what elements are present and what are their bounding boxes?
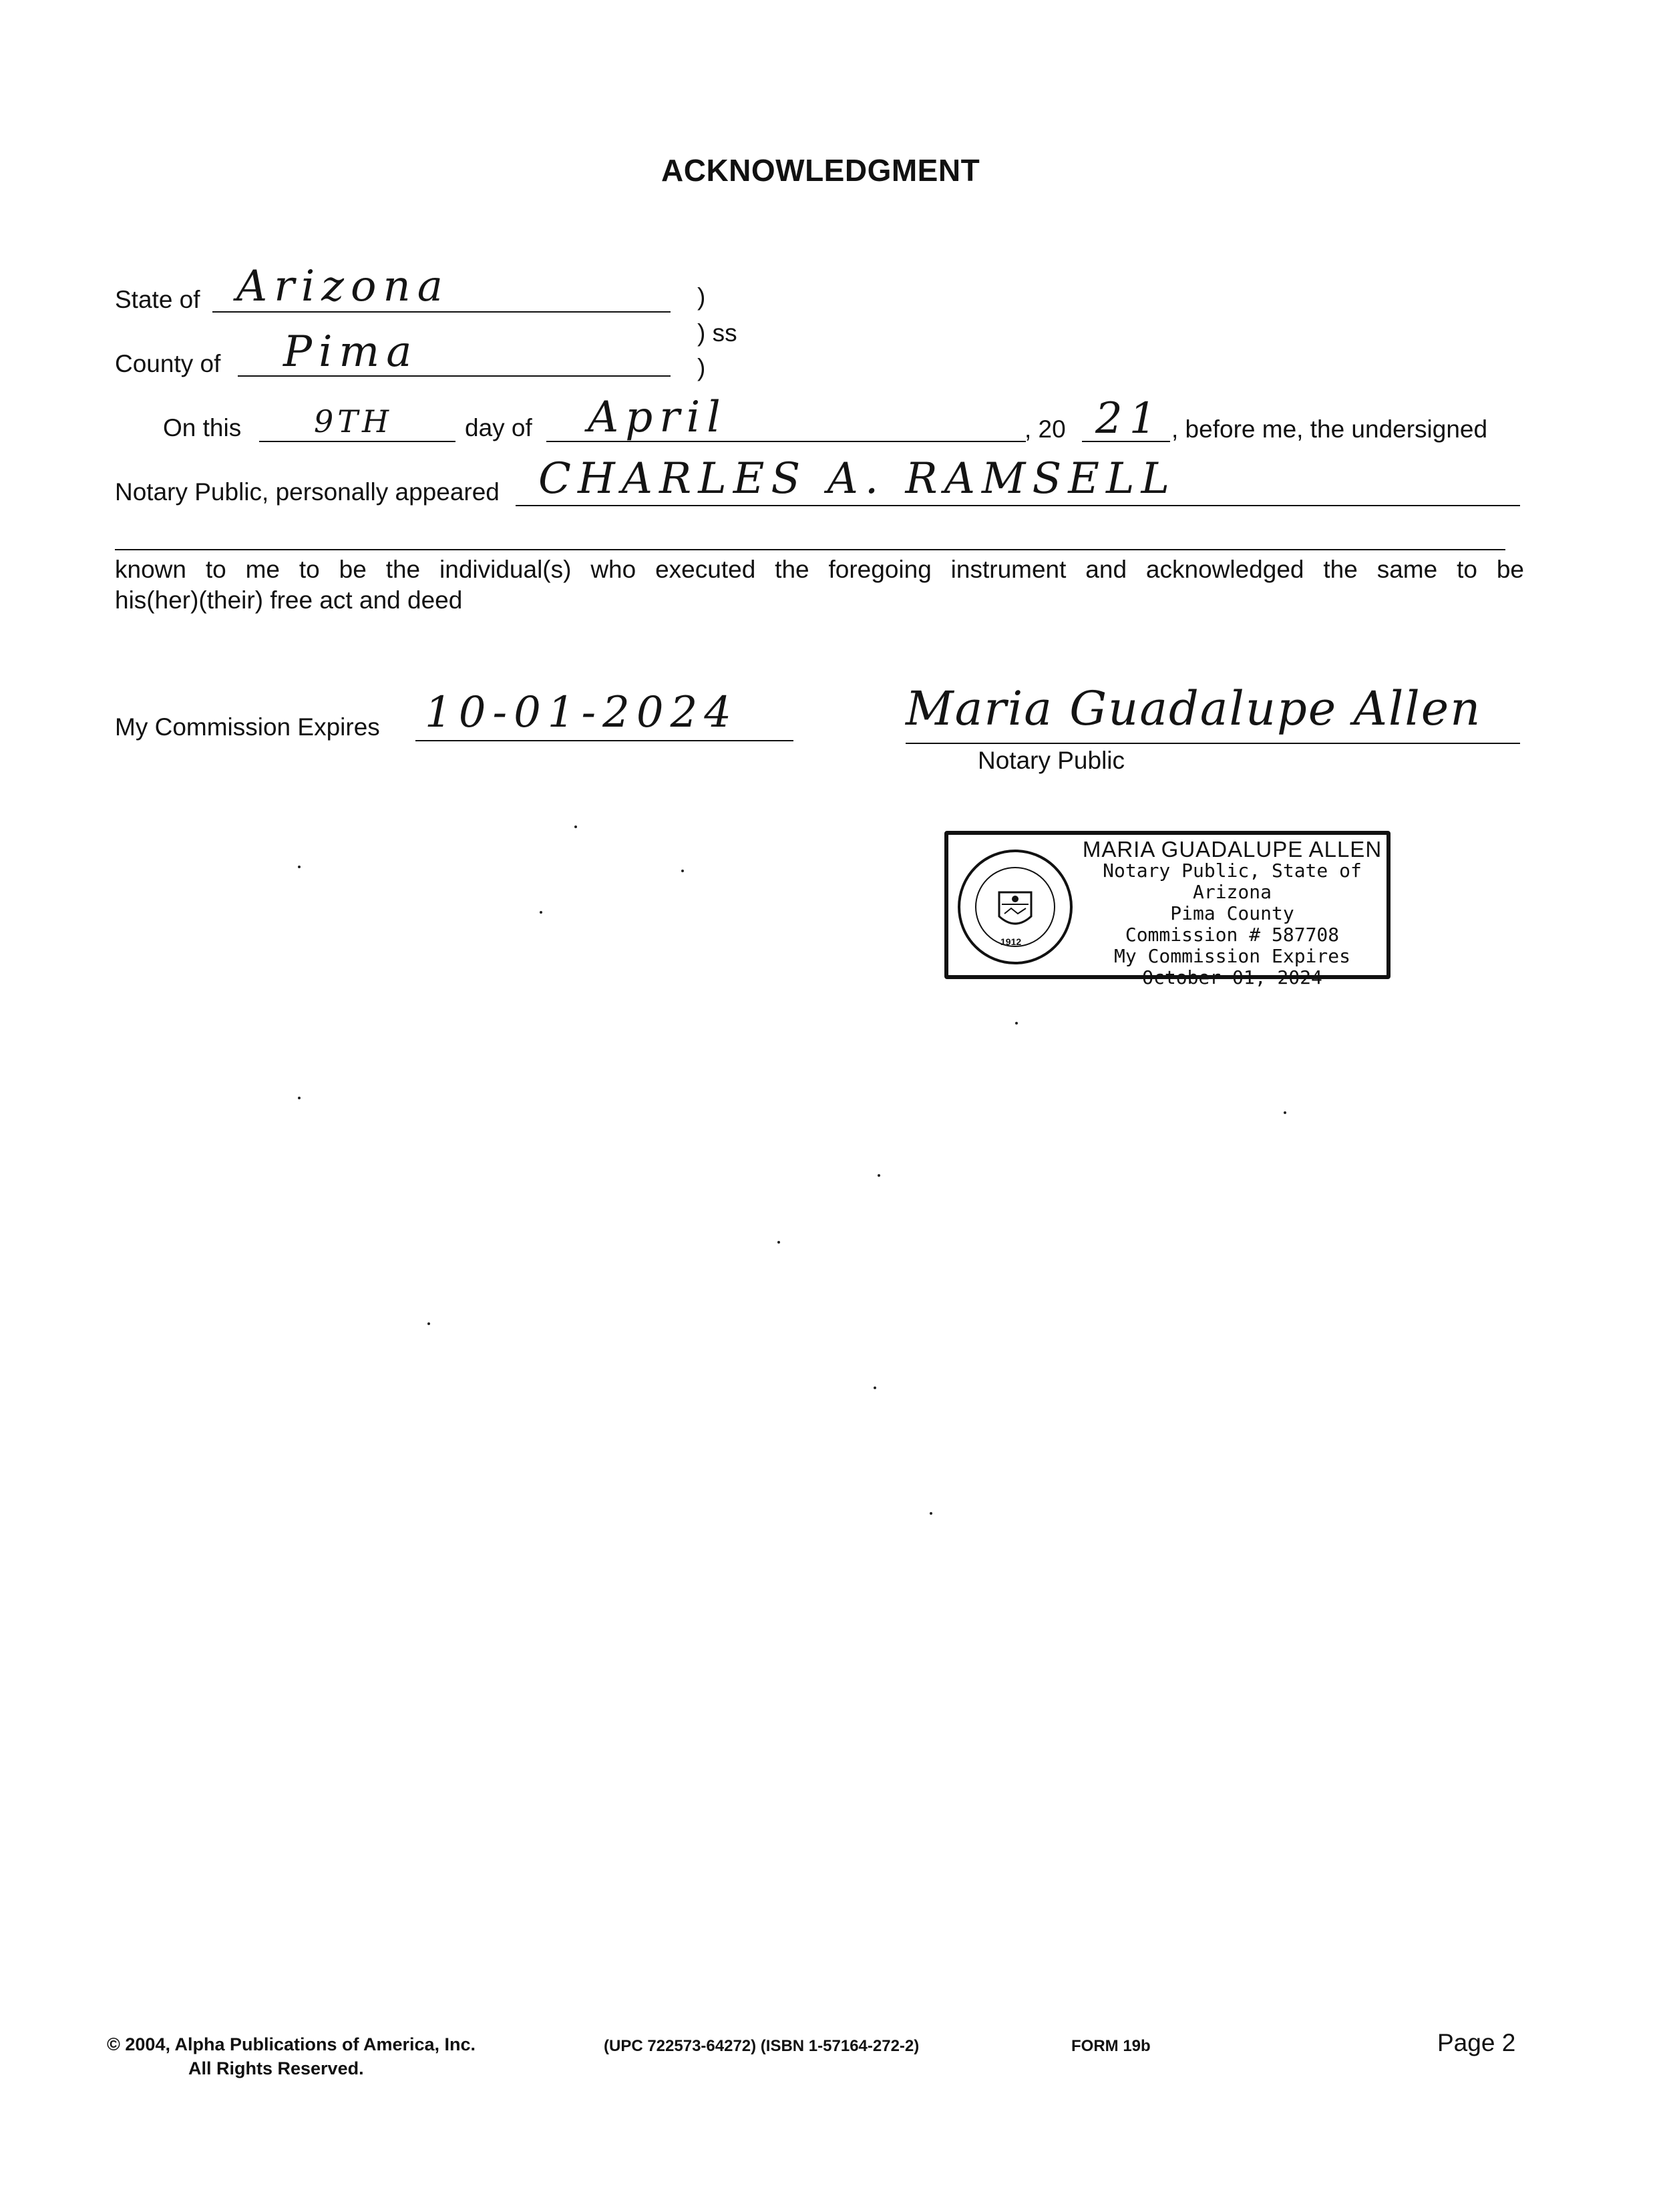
paren-bottom: ) bbox=[697, 354, 706, 381]
footer-codes: (UPC 722573-64272) (ISBN 1-57164-272-2) bbox=[604, 2037, 920, 2055]
stamp-line-4: My Commission Expires bbox=[1113, 945, 1350, 967]
person-underline bbox=[516, 505, 1520, 506]
footer-form: FORM 19b bbox=[1071, 2037, 1151, 2055]
day-handwritten: 9TH bbox=[314, 403, 393, 439]
known-text-line1: known to me to be the individual(s) who executed the foregoing instrument and acknowledged the same to be bbox=[115, 556, 1524, 583]
footer-copyright: © 2004, Alpha Publications of America, Inc. bbox=[107, 2034, 476, 2054]
page-number: Page 2 bbox=[1437, 2029, 1516, 2056]
document-title: ACKNOWLEDGMENT bbox=[661, 153, 980, 188]
year-handwritten: 21 bbox=[1095, 394, 1163, 443]
scan-speck bbox=[298, 1097, 301, 1099]
year-prefix: , 20 bbox=[1025, 415, 1066, 443]
scan-speck bbox=[930, 1512, 932, 1515]
day-underline bbox=[259, 441, 455, 442]
appeared-label: Notary Public, personally appeared bbox=[115, 478, 500, 506]
commission-underline bbox=[415, 740, 793, 741]
scan-speck bbox=[777, 1241, 780, 1244]
arizona-seal-icon bbox=[958, 850, 1073, 964]
day-of-label: day of bbox=[465, 414, 532, 441]
stamp-line-3: Commission # 587708 bbox=[1125, 924, 1340, 946]
scan-speck bbox=[681, 870, 684, 872]
seal-year: 1912 bbox=[1000, 936, 1022, 947]
stamp-line-1: Notary Public, State of Arizona bbox=[1103, 860, 1362, 903]
footer-rights: All Rights Reserved. bbox=[188, 2058, 364, 2078]
month-handwritten: April bbox=[588, 393, 727, 442]
stamp-line-2: Pima County bbox=[1170, 902, 1294, 924]
scan-speck bbox=[427, 1322, 430, 1325]
state-underline bbox=[212, 311, 671, 313]
ss-label: ) ss bbox=[697, 319, 737, 347]
scan-speck bbox=[540, 911, 542, 914]
state-handwritten: Arizona bbox=[236, 262, 449, 311]
notary-stamp bbox=[944, 831, 1391, 988]
scan-speck bbox=[874, 1387, 876, 1389]
stamp-line-5: October 01, 2024 bbox=[1142, 966, 1322, 988]
signature-line bbox=[906, 743, 1520, 744]
person-handwritten: CHARLES A. RAMSELL bbox=[538, 454, 1176, 504]
known-text-line2: his(her)(their) free act and deed bbox=[115, 586, 463, 614]
before-me-text: , before me, the undersigned bbox=[1171, 415, 1488, 443]
county-label: County of bbox=[115, 350, 221, 377]
county-handwritten: Pima bbox=[283, 327, 419, 377]
commission-label: My Commission Expires bbox=[115, 713, 380, 741]
scan-speck bbox=[298, 866, 301, 868]
stamp-text-block bbox=[1073, 839, 1392, 988]
scan-speck bbox=[878, 1174, 880, 1177]
blank-underline bbox=[115, 549, 1505, 550]
scan-speck bbox=[1284, 1111, 1286, 1114]
scan-speck bbox=[574, 825, 577, 828]
state-label: State of bbox=[115, 286, 200, 313]
stamp-name: MARIA GUADALUPE ALLEN bbox=[1082, 837, 1382, 862]
scan-speck bbox=[1015, 1022, 1018, 1025]
commission-handwritten: 10-01-2024 bbox=[425, 688, 738, 737]
notary-signature: Maria Guadalupe Allen bbox=[906, 681, 1482, 736]
paren-top: ) bbox=[697, 283, 706, 311]
notary-public-caption: Notary Public bbox=[978, 747, 1125, 774]
on-this-label: On this bbox=[163, 414, 242, 441]
